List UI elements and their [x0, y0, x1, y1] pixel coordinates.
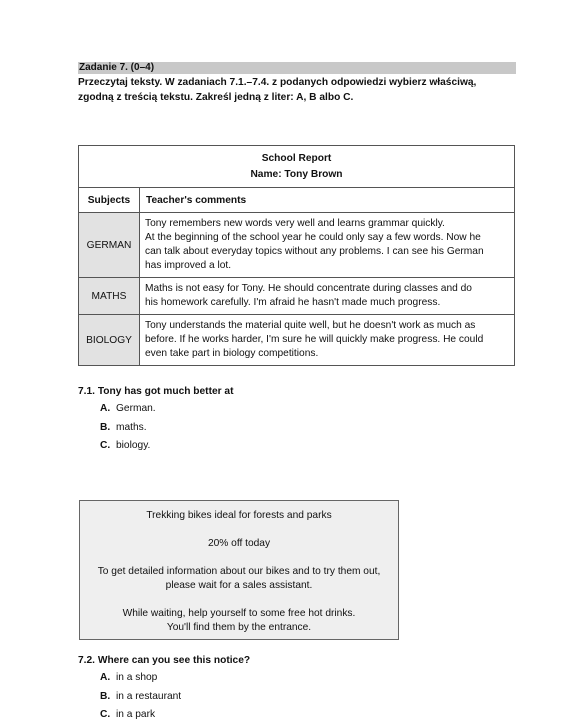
notice-line: To get detailed information about our bikes and to try them out, [97, 566, 381, 577]
option-c[interactable] [100, 706, 181, 725]
comment-line: can talk about everyday topics without any problems. I can see his German [145, 246, 484, 257]
school-report-table [78, 145, 515, 366]
option-b[interactable] [100, 419, 156, 438]
task-instruction [78, 76, 518, 105]
comment-line: before. If he works harder, I'm sure he will quickly make progress. He could [145, 334, 484, 345]
subject-cell: MATHS [79, 278, 140, 315]
option-text: in a restaurant [116, 690, 182, 702]
option-text: maths. [116, 421, 147, 433]
option-letter: B. [100, 421, 111, 433]
comment-line: even take part in biology competitions. [145, 348, 319, 359]
table-row [79, 315, 515, 366]
comment-cell [140, 315, 515, 366]
option-text: German. [116, 403, 156, 414]
question-7-1-options [100, 400, 156, 456]
table-row [79, 213, 515, 278]
option-letter: A. [100, 403, 111, 414]
option-b[interactable] [100, 688, 181, 707]
comments-column-header: Teacher's comments [140, 188, 515, 213]
comment-line: Tony understands the material quite well, but he doesn't work as much as [145, 320, 476, 331]
question-7-2-options [100, 669, 181, 725]
task-title: Zadanie 7. (0–4) [78, 62, 516, 74]
question-7-2: 7.2. Where can you see this notice? [78, 655, 251, 666]
subject-cell: GERMAN [79, 213, 140, 278]
comment-line: Tony remembers new words very well and learns grammar quickly. [145, 218, 445, 229]
question-7-1: 7.1. Tony has got much better at [78, 386, 234, 397]
comment-cell [140, 213, 515, 278]
option-letter: C. [100, 709, 111, 720]
option-a[interactable] [100, 669, 181, 688]
shop-notice [79, 500, 399, 640]
report-header [79, 146, 515, 188]
comment-line: his homework carefully. I'm afraid he hasn't made much progress. [145, 297, 441, 308]
comment-line: At the beginning of the school year he could only say a few words. Now he [145, 232, 481, 243]
notice-line: Trekking bikes ideal for forests and parks [146, 510, 332, 521]
notice-line: 20% off today [207, 538, 271, 549]
instruction-line: Przeczytaj teksty. W zadaniach 7.1.–7.4. z podanych odpowiedzi wybierz właściwą, [78, 77, 477, 88]
option-text: in a park [116, 709, 156, 720]
option-letter: B. [100, 690, 111, 702]
notice-line: please wait for a sales assistant. [165, 580, 313, 591]
option-letter: C. [100, 440, 111, 451]
comment-line: Maths is not easy for Tony. He should concentrate during classes and do [145, 283, 472, 294]
option-c[interactable] [100, 437, 156, 456]
comment-cell [140, 278, 515, 315]
subjects-column-header: Subjects [79, 188, 140, 213]
option-text: biology. [116, 440, 151, 451]
comment-line: has improved a lot. [145, 260, 232, 271]
report-title: School Report [261, 152, 332, 164]
option-text: in a shop [116, 672, 158, 683]
notice-line: While waiting, help yourself to some free hot drinks. [122, 608, 356, 619]
instruction-line: zgodną z treścią tekstu. Zakreśl jedną z liter: A, B albo C. [78, 91, 354, 103]
notice-line: You'll find them by the entrance. [166, 622, 312, 633]
report-student-name: Name: Tony Brown [250, 168, 343, 180]
table-row [79, 278, 515, 315]
option-letter: A. [100, 672, 111, 683]
subject-cell: BIOLOGY [79, 315, 140, 366]
option-a[interactable] [100, 400, 156, 419]
